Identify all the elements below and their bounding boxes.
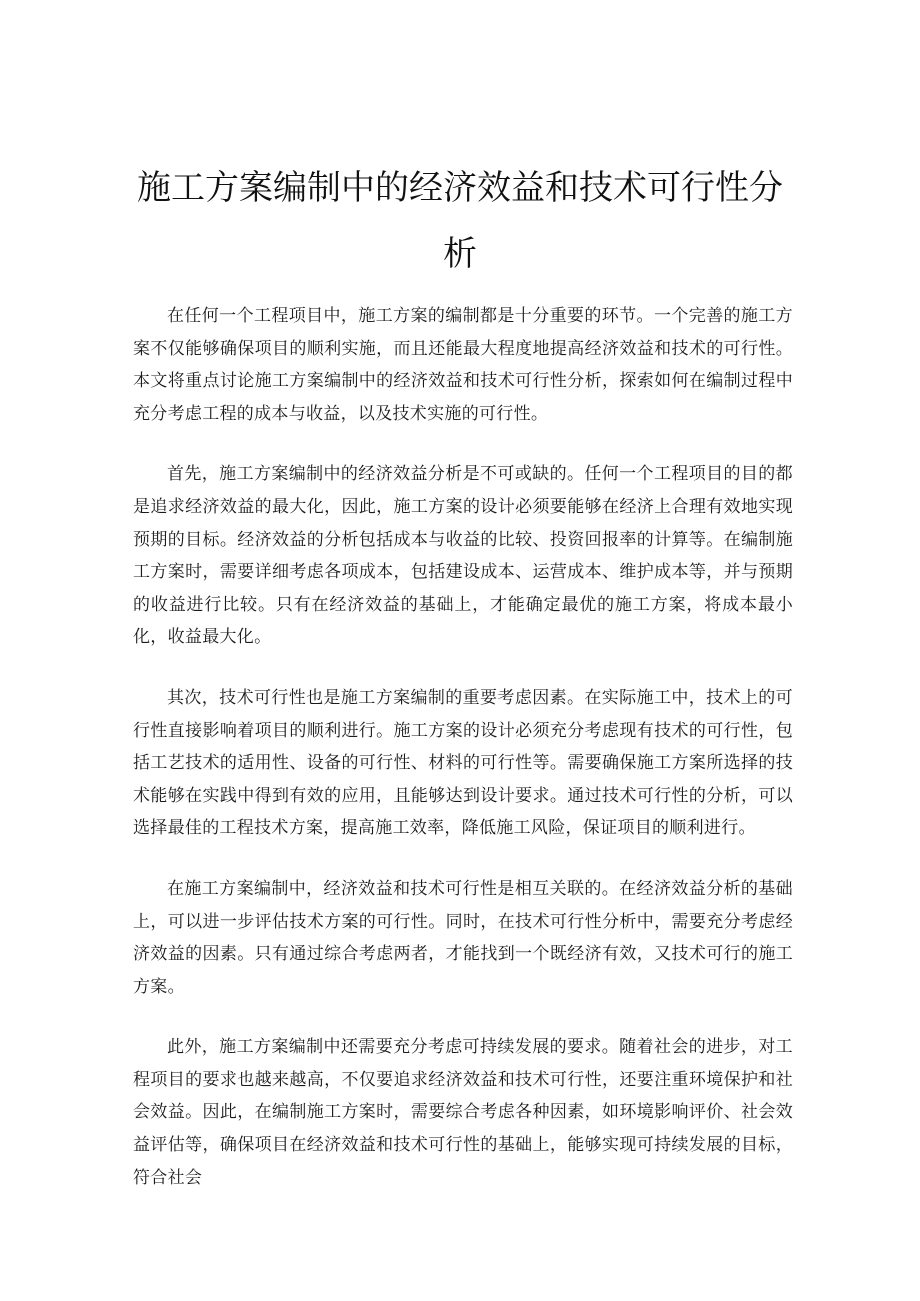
paragraph-technical-feasibility: 其次，技术可行性也是施工方案编制的重要考虑因素。在实际施工中，技术上的可行性直接影响着项目的顺利进行。施工方案的设计必须充分考虑现有技术的可行性，包括工艺技术的适用性、设备的可行性、材料的可行性等。需要确保施工方案所选择的技术能够在实践中得到有效的应用，且能够达到设计要求。通过技术可行性的分析，可以选择最佳的工程技术方案，提高施工效率，降低施工风险，保证项目的顺利进行。: [133, 687, 793, 839]
title-line-2: 析: [443, 234, 477, 274]
document-title: [130, 158, 790, 284]
paragraph-interrelation: 在施工方案编制中，经济效益和技术可行性是相互关联的。在经济效益分析的基础上，可以进一步评估技术方案的可行性。同时，在技术可行性分析中，需要充分考虑经济效益的因素。只有通过综合考虑两者，才能找到一个既经济有效，又技术可行的施工方案。: [133, 878, 793, 997]
title-line-1: 施工方案编制中的经济效益和技术可行性分: [137, 168, 783, 208]
document-body: [133, 300, 793, 1222]
paragraph-economic-benefit: 首先，施工方案编制中的经济效益分析是不可或缺的。任何一个工程项目的目的都是追求经济效益的最大化，因此，施工方案的设计必须要能够在经济上合理有效地实现预期的目标。经济效益的分析包括成本与收益的比较、投资回报率的计算等。在编制施工方案时，需要详细考虑各项成本，包括建设成本、运营成本、维护成本等，并与预期的收益进行比较。只有在经济效益的基础上，才能确定最优的施工方案，将成本最小化，收益最大化。: [133, 464, 793, 648]
paragraph-sustainability: 此外，施工方案编制中还需要充分考虑可持续发展的要求。随着社会的进步，对工程项目的要求也越来越高，不仅要追求经济效益和技术可行性，还要注重环境保护和社会效益。因此，在编制施工方案时，需要综合考虑各种因素，如环境影响评价、社会效益评估等，确保项目在经济效益和技术可行性的基础上，能够实现可持续发展的目标，符合社会: [133, 1037, 793, 1188]
paragraph-intro: 在任何一个工程项目中，施工方案的编制都是十分重要的环节。一个完善的施工方案不仅能够确保项目的顺利实施，而且还能最大程度地提高经济效益和技术的可行性。本文将重点讨论施工方案编制中的经济效益和技术可行性分析，探索如何在编制过程中充分考虑工程的成本与收益，以及技术实施的可行性。: [133, 306, 793, 424]
